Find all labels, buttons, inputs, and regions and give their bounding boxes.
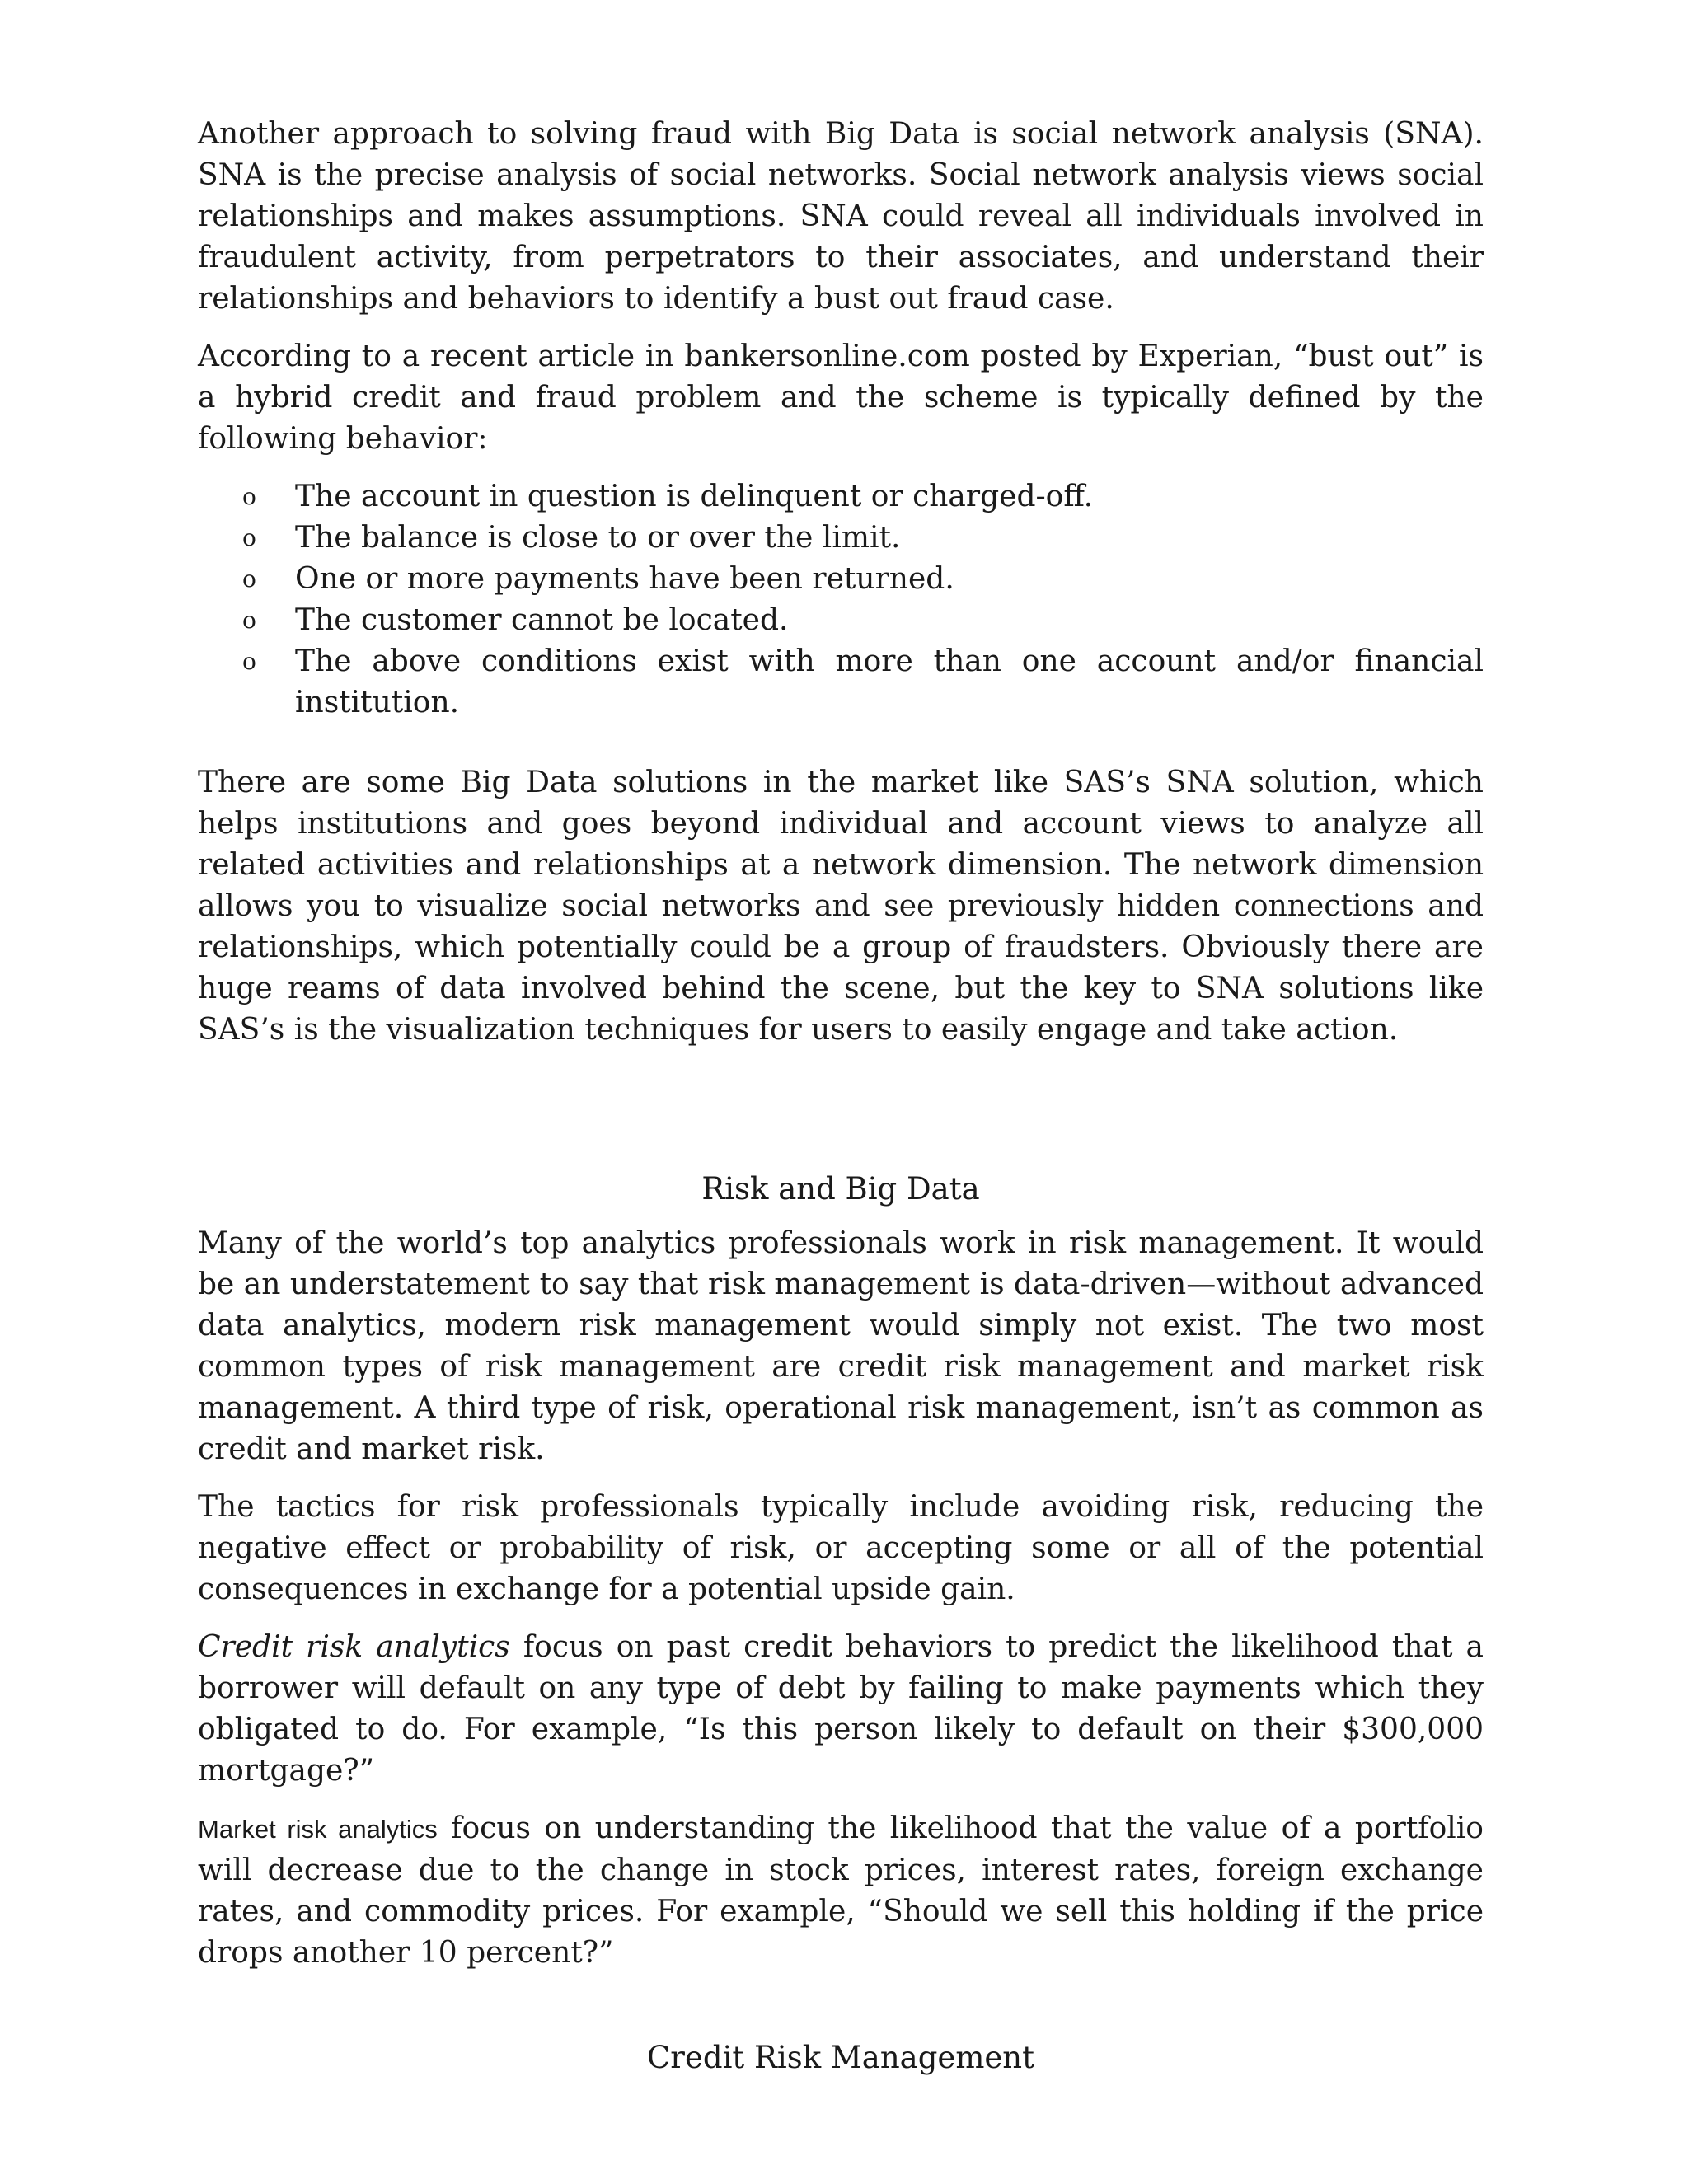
- heading-risk-and-big-data: Risk and Big Data: [701, 1171, 980, 1207]
- list-item-text: The account in question is delinquent or charged-off.: [295, 480, 1094, 513]
- paragraph-credit-risk-analytics: [198, 1627, 1484, 1792]
- paragraph-tactics: The tactics for risk professionals typically include avoiding risk, reducing the negative effect or probability of risk, or accepting some or all of the potential consequences in exchange for a potential upside gain.: [198, 1490, 1484, 1606]
- heading-credit-risk-management: Credit Risk Management: [647, 2040, 1034, 2075]
- bullet-marker: o: [242, 607, 256, 634]
- list-item-text: The balance is close to or over the limit.: [295, 521, 901, 555]
- list-item: [198, 641, 1484, 724]
- credit-risk-analytics-text: focus on past credit behaviors to predict the likelihood that a borrower will default on any type of debt by failing to make payments which they obligated to do. For example, “Is this person likely to default on their $300,000 mortgage?”: [198, 1630, 1484, 1788]
- list-item: [198, 600, 1484, 641]
- paragraph-market-risk-analytics: [198, 1808, 1484, 1974]
- market-risk-analytics-term: Market risk analytics: [198, 1815, 438, 1844]
- bullet-marker: o: [242, 565, 256, 593]
- list-item-text: The customer cannot be located.: [295, 603, 789, 637]
- market-risk-analytics-text: focus on understanding the likelihood that the value of a portfolio will decrease due to the change in stock prices, interest rates, foreign exchange rates, and commodity prices. For example, “Should we sell this holding if the price drops another 10 percent?”: [198, 1811, 1484, 1970]
- paragraph-sas-solution: There are some Big Data solutions in the market like SAS’s SNA solution, which helps institutions and goes beyond individual and account views to analyze all related activities and relationships at a network dimension. The network dimension allows you to visualize social networks and see previously hidden connections and relationships, which potentially could be a group of fraudsters. Obviously there are huge reams of data involved behind the scene, but the key to SNA solutions like SAS’s is the visualization techniques for users to easily engage and take action.: [198, 766, 1484, 1047]
- bullet-marker: o: [242, 648, 256, 675]
- list-item: [198, 518, 1484, 559]
- list-item-text: The above conditions exist with more than one account and/or financial institution.: [295, 644, 1484, 719]
- paragraph-risk-intro: Many of the world’s top analytics professionals work in risk management. It would be an understatement to say that risk management is data-driven—without advanced data analytics, modern risk management would simply not exist. The two most common types of risk management are credit risk management and market risk management. A third type of risk, operational risk management, isn’t as common as credit and market risk.: [198, 1226, 1484, 1466]
- document-page: [198, 114, 1484, 2079]
- credit-risk-analytics-term: Credit risk analytics: [198, 1630, 510, 1664]
- list-item: [198, 559, 1484, 600]
- list-item: [198, 476, 1484, 518]
- list-item-text: One or more payments have been returned.: [295, 562, 954, 596]
- bust-out-behavior-list: [198, 476, 1484, 724]
- bullet-marker: o: [242, 524, 256, 551]
- paragraph-bust-out: According to a recent article in bankersonline.com posted by Experian, “bust out” is a hybrid credit and fraud problem and the scheme is typically defined by the following behavior:: [198, 340, 1484, 456]
- bullet-marker: o: [242, 483, 256, 510]
- paragraph-sna-intro: Another approach to solving fraud with Big Data is social network analysis (SNA). SNA is the precise analysis of social networks. Social network analysis views social relationships and makes assumptions. SNA could reveal all individuals involved in fraudulent activity, from perpetrators to their associates, and understand their relationships and behaviors to identify a bust out fraud case.: [198, 117, 1484, 316]
